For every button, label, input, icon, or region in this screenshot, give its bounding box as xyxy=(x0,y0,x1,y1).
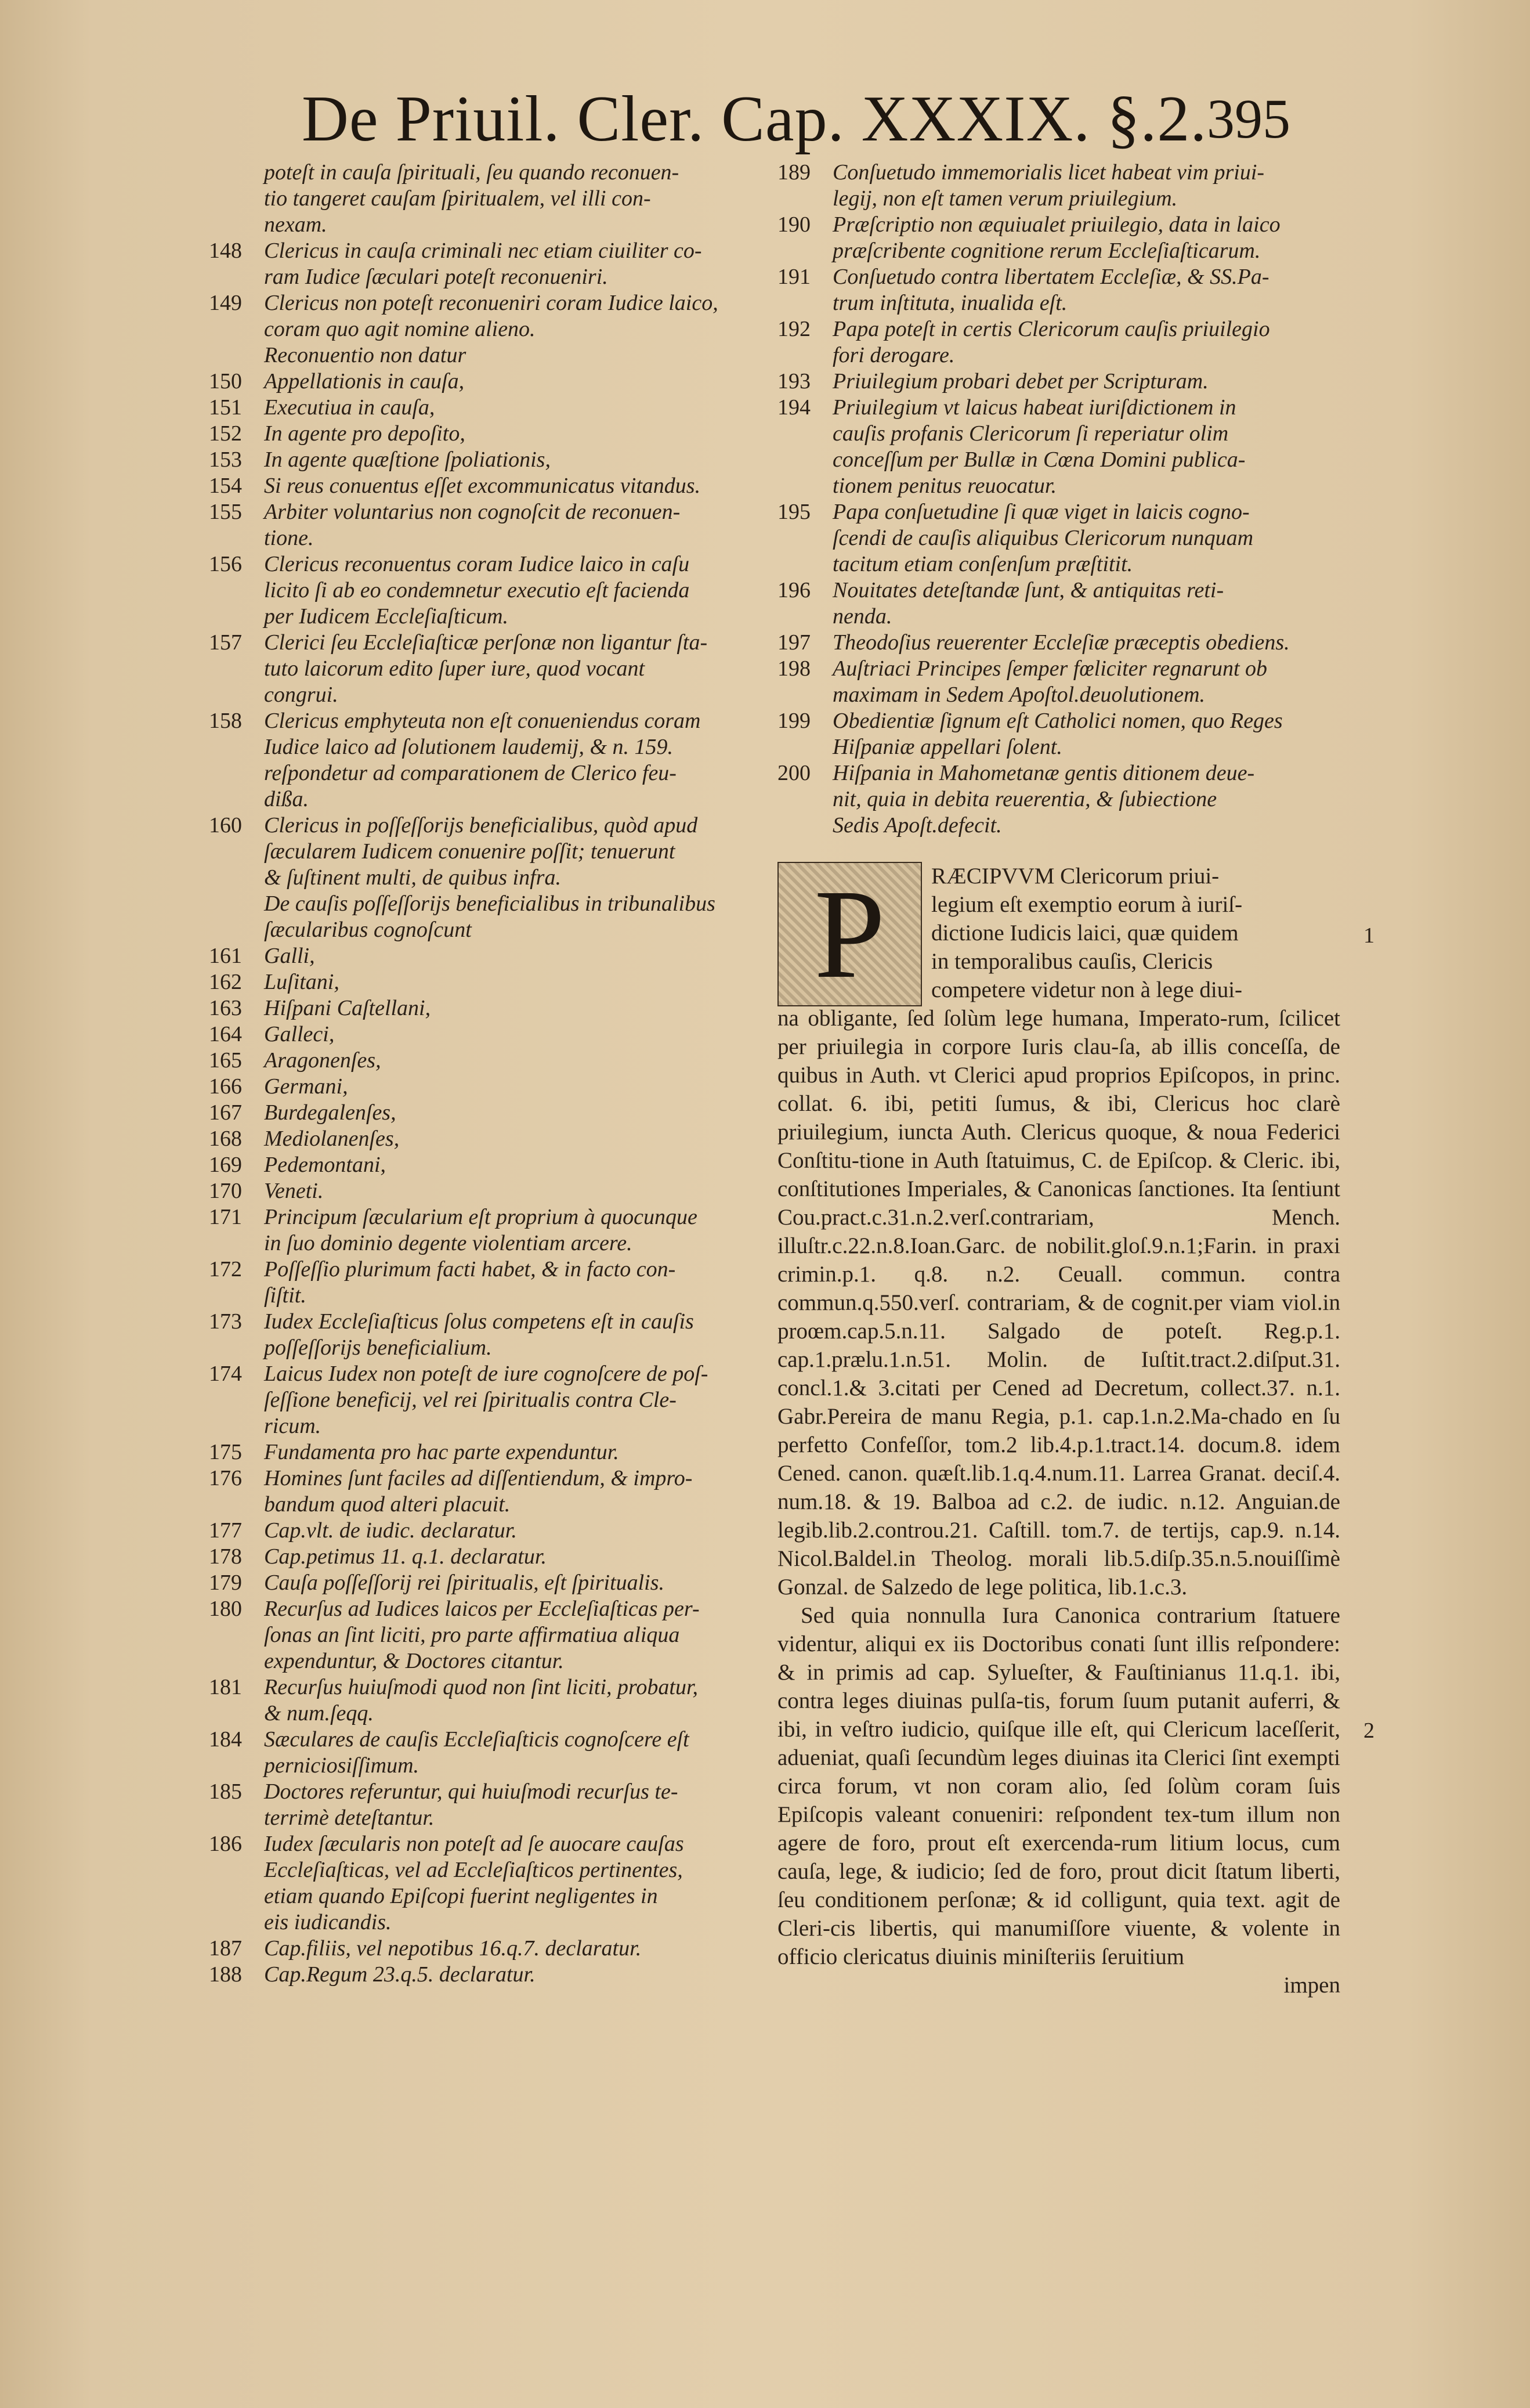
entry-text: Fundamenta pro hac parte expenduntur. xyxy=(264,1440,619,1464)
summary-entry xyxy=(209,630,766,656)
entry-number: 197 xyxy=(777,630,811,655)
summary-entry xyxy=(209,238,766,264)
entry-text: præſcribente cognitione rerum Eccleſiaſticarum. xyxy=(833,239,1261,263)
summary-entry xyxy=(209,682,766,708)
summary-entry xyxy=(777,395,1340,421)
summary-entry xyxy=(209,421,766,447)
entry-text: Poſſeſſio plurimum facti habet, & in facto con- xyxy=(264,1257,676,1281)
summary-entry xyxy=(209,1674,766,1701)
summary-entry xyxy=(209,551,766,577)
entry-text: & num.ſeqq. xyxy=(264,1701,374,1725)
entry-text: Clericus in cauſa criminali nec etiam ciuiliter co- xyxy=(264,239,702,263)
summary-entry xyxy=(777,682,1340,708)
entry-number: 174 xyxy=(209,1362,242,1386)
entry-text: Papa conſuetudine ſi quæ viget in laicis cogno- xyxy=(833,500,1250,524)
entry-number: 162 xyxy=(209,970,242,994)
summary-entry xyxy=(209,577,766,604)
summary-entry xyxy=(209,1257,766,1283)
intro-line: RÆCIPVVM Clericorum priui- xyxy=(931,864,1220,889)
entry-text: tio tangeret cauſam ſpiritualem, vel illi con- xyxy=(264,186,651,211)
entry-text: Obedientiæ ſignum eſt Catholici nomen, quo Reges xyxy=(833,709,1283,733)
entry-text: Cap.petimus 11. q.1. declaratur. xyxy=(264,1544,547,1569)
summary-entry xyxy=(209,1126,766,1152)
entry-text: tione. xyxy=(264,526,314,550)
summary-entry xyxy=(777,316,1340,342)
entry-text: Auſtriaci Principes ſemper fœliciter regnarunt ob xyxy=(833,656,1267,681)
entry-text: tuto laicorum edito ſuper iure, quod vocant xyxy=(264,656,645,681)
summary-entry xyxy=(209,525,766,551)
entry-number: 148 xyxy=(209,239,242,263)
entry-text: Arbiter voluntarius non cognoſcit de reconuen- xyxy=(264,500,681,524)
summary-entry xyxy=(209,1283,766,1309)
entry-text: In agente quæſtione ſpoliationis, xyxy=(264,447,551,472)
summary-entry xyxy=(209,1544,766,1570)
entry-number: 195 xyxy=(777,500,811,524)
summary-entry xyxy=(777,447,1340,473)
summary-entry xyxy=(209,1361,766,1387)
entry-number: 186 xyxy=(209,1832,242,1856)
entry-text: maximam in Sedem Apoſtol.deuolutionem. xyxy=(833,683,1206,707)
summary-entry xyxy=(209,499,766,525)
summary-entry xyxy=(209,839,766,865)
entry-text: tacitum etiam conſenſum præſtitit. xyxy=(833,552,1133,576)
entry-number: 172 xyxy=(209,1257,242,1281)
summary-entry xyxy=(209,186,766,212)
summary-entry xyxy=(777,525,1340,551)
entry-number: 149 xyxy=(209,291,242,315)
summary-entry xyxy=(209,1962,766,1988)
entry-text: Principum ſæcularium eſt proprium à quocunque xyxy=(264,1205,697,1229)
entry-number: 181 xyxy=(209,1675,242,1699)
entry-text: reſpondetur ad comparationem de Clerico feu- xyxy=(264,761,677,785)
summary-entry xyxy=(777,290,1340,316)
entry-number: 167 xyxy=(209,1100,242,1125)
entry-text: ſcendi de cauſis aliquibus Clericorum nunquam xyxy=(833,526,1254,550)
entry-text: ſiſtit. xyxy=(264,1283,306,1308)
summary-entry xyxy=(209,1387,766,1413)
summary-entry xyxy=(209,369,766,395)
entry-text: Iudice laico ad ſolutionem laudemij, & n. 159. xyxy=(264,735,674,759)
entry-number: 178 xyxy=(209,1544,242,1569)
summary-entry xyxy=(777,760,1340,786)
summary-entry xyxy=(209,995,766,1021)
entry-number: 176 xyxy=(209,1466,242,1490)
margin-number-2: 2 xyxy=(1363,1719,1375,1743)
summary-entry xyxy=(209,1883,766,1909)
entry-text: Cap.vlt. de iudic. declaratur. xyxy=(264,1518,517,1543)
summary-entry xyxy=(777,421,1340,447)
entry-number: 161 xyxy=(209,944,242,968)
summary-entry xyxy=(777,212,1340,238)
summary-entry xyxy=(209,1230,766,1257)
entry-text: Clericus reconuentus coram Iudice laico in caſu xyxy=(264,552,690,576)
entry-text: Veneti. xyxy=(264,1179,324,1203)
entry-number: 152 xyxy=(209,421,242,446)
entry-text: Luſitani, xyxy=(264,970,339,994)
entry-text: Præſcriptio non æquiualet priuilegio, data in laico xyxy=(833,212,1281,237)
entry-number: 200 xyxy=(777,761,811,785)
summary-entry xyxy=(209,1857,766,1883)
entry-number: 157 xyxy=(209,630,242,655)
entry-number: 198 xyxy=(777,656,811,681)
summary-entry xyxy=(209,1021,766,1048)
summary-entry xyxy=(209,1701,766,1727)
summary-entry xyxy=(777,604,1340,630)
entry-number: 179 xyxy=(209,1571,242,1595)
summary-entry xyxy=(209,316,766,342)
running-header xyxy=(302,78,1346,160)
summary-entry xyxy=(209,447,766,473)
paragraph-2: Sed quia nonnulla Iura Canonica contrarium ſtatuere videntur, aliqui ex iis Doctoribus conati ſunt illis reſpondere: & in primis ad cap. Sylueſter, & Fauſtinianus 11.q.1. ibi, contra leges diuinas pulſa-tis, forum ſuum putanit auferri, & ibi, in veſtro iudicio, quiſque ille eſt, qui Clericum laceſſerit, adueniat, quaſi ſecundùm leges diuinas ita Clerici ſint exempti circa forum, vt non coram alio, ſed ſolùm coram ſuis Epiſcopis valeant conueniri: reſpondent tex-tum illum non agere de foro, prout eſt exercenda-rum litium locus, cum cauſa, lege, & iudicio; ſed de foro, prout dicit ſtatum liberti, ſeu conditionem perſonæ; & id colligunt, quia text. agit de Cleri-cis libertis, qui manumiſſore viuente, & volente in officio clericatus diuinis miniſteriis ſeruitium xyxy=(777,1603,1340,1969)
entry-number: 180 xyxy=(209,1597,242,1621)
summary-entry xyxy=(209,1048,766,1074)
summary-entry xyxy=(209,1204,766,1230)
summary-entry xyxy=(209,342,766,369)
entry-number: 150 xyxy=(209,369,242,393)
entry-text: ſæcularem Iudicem conuenire poſſit; tenuerunt xyxy=(264,839,675,864)
entry-text: Sedis Apoſt.defecit. xyxy=(833,813,1002,837)
summary-entry xyxy=(209,290,766,316)
entry-text: Doctores referuntur, qui huiuſmodi recurſus te- xyxy=(264,1779,678,1804)
right-column xyxy=(777,160,1340,1999)
summary-entry xyxy=(777,264,1340,290)
summary-entry xyxy=(209,708,766,734)
entry-text: Galli, xyxy=(264,944,315,968)
entry-number: 155 xyxy=(209,500,242,524)
entry-number: 156 xyxy=(209,552,242,576)
summary-entry xyxy=(209,891,766,917)
entry-text: Aragonenſes, xyxy=(264,1048,381,1073)
summary-entry xyxy=(209,1335,766,1361)
entry-text: Executiua in cauſa, xyxy=(264,395,435,420)
summary-entry xyxy=(209,786,766,813)
entry-text: Hiſpani Caſtellani, xyxy=(264,996,431,1020)
summary-entry xyxy=(209,1492,766,1518)
summary-entry xyxy=(209,656,766,682)
entry-text: per Iudicem Eccleſiaſticum. xyxy=(264,604,509,629)
summary-entry xyxy=(209,264,766,290)
entry-number: 188 xyxy=(209,1962,242,1987)
entry-text: Conſuetudo contra libertatem Eccleſiæ, & SS.Pa- xyxy=(833,265,1269,289)
decorated-initial xyxy=(777,862,922,1006)
entry-text: cauſis profanis Clericorum ſi reperiatur olim xyxy=(833,421,1229,446)
entry-text: & ſuſtinent multi, de quibus infra. xyxy=(264,865,561,890)
entry-text: Hiſpaniæ appellari ſolent. xyxy=(833,735,1062,759)
entry-text: ram Iudice ſæculari poteſt reconueniri. xyxy=(264,265,608,289)
entry-text: De cauſis poſſeſſorijs beneficialibus in tribunalibus xyxy=(264,891,715,916)
entry-text: ſonas an ſint liciti, pro parte affirmatiua aliqua xyxy=(264,1623,680,1647)
decorated-initial-letter: P xyxy=(779,863,921,1005)
entry-text: Cauſa poſſeſſorij rei ſpiritualis, eſt ſpiritualis. xyxy=(264,1571,665,1595)
entry-text: Mediolanenſes, xyxy=(264,1127,400,1151)
entry-number: 168 xyxy=(209,1127,242,1151)
entry-text: Clericus non poteſt reconueniri coram Iudice laico, xyxy=(264,291,718,315)
entry-text: Clerici ſeu Eccleſiaſticæ perſonæ non ligantur ſta- xyxy=(264,630,708,655)
entry-number: 173 xyxy=(209,1309,242,1334)
entry-text: Clericus in poſſeſſorijs beneficialibus, quòd apud xyxy=(264,813,698,837)
opening-block xyxy=(777,862,1340,1004)
entry-text: perniciosiſſimum. xyxy=(264,1753,419,1778)
summary-entry xyxy=(209,1596,766,1622)
summary-entry xyxy=(777,786,1340,813)
entry-text: Cap.filiis, vel nepotibus 16.q.7. declaratur. xyxy=(264,1936,642,1961)
entry-number: 170 xyxy=(209,1179,242,1203)
entry-number: 175 xyxy=(209,1440,242,1464)
summary-entry xyxy=(777,577,1340,604)
summary-entry xyxy=(209,1648,766,1674)
entry-text: etiam quando Epiſcopi fuerint negligentes in xyxy=(264,1884,658,1908)
entry-number: 165 xyxy=(209,1048,242,1073)
summary-entry xyxy=(209,917,766,943)
entry-text: Sæculares de cauſis Eccleſiaſticis cognoſcere eſt xyxy=(264,1727,689,1752)
margin-number-1: 1 xyxy=(1363,923,1375,948)
summary-entry xyxy=(209,1909,766,1936)
entry-text: ſeſſione beneficij, vel rei ſpiritualis contra Cle- xyxy=(264,1388,677,1412)
entry-text: Burdegalenſes, xyxy=(264,1100,396,1125)
summary-entry xyxy=(209,1936,766,1962)
entry-text: Germani, xyxy=(264,1074,348,1099)
summary-entry xyxy=(777,473,1340,499)
entry-number: 187 xyxy=(209,1936,242,1961)
entry-number: 154 xyxy=(209,474,242,498)
summary-entry xyxy=(777,369,1340,395)
entry-number: 191 xyxy=(777,265,811,289)
entry-text: Recurſus ad Iudices laicos per Eccleſiaſticas per- xyxy=(264,1597,700,1621)
summary-entry xyxy=(209,1570,766,1596)
entry-text: trum inſtituta, inualida eſt. xyxy=(833,291,1068,315)
summary-entry xyxy=(209,1805,766,1831)
entry-text: fori derogare. xyxy=(833,343,955,367)
summary-entry xyxy=(209,1831,766,1857)
entry-text: Cap.Regum 23.q.5. declaratur. xyxy=(264,1962,536,1987)
page-number: 395 xyxy=(1207,88,1290,150)
entry-text: nenda. xyxy=(833,604,892,629)
entry-text: Pedemontani, xyxy=(264,1153,386,1177)
summary-entry xyxy=(777,630,1340,656)
entry-text: expenduntur, & Doctores citantur. xyxy=(264,1649,564,1673)
entry-text: eis iudicandis. xyxy=(264,1910,392,1934)
summary-entry xyxy=(209,1152,766,1178)
entry-text: Priuilegium probari debet per Scripturam. xyxy=(833,369,1209,393)
entry-text: dißa. xyxy=(264,787,309,811)
entry-text: In agente pro depoſito, xyxy=(264,421,465,446)
summary-entry xyxy=(777,238,1340,264)
right-summary-list xyxy=(777,160,1340,839)
entry-text: Galleci, xyxy=(264,1022,335,1046)
summary-entry xyxy=(777,342,1340,369)
summary-entry xyxy=(209,1074,766,1100)
intro-line: dictione Iudicis laici, quæ quidem xyxy=(931,920,1239,945)
entry-text: tionem penitus reuocatur. xyxy=(833,474,1057,498)
summary-entry xyxy=(209,1622,766,1648)
entry-text: Eccleſiaſticas, vel ad Eccleſiaſticos pertinentes, xyxy=(264,1858,683,1882)
entry-text: Clericus emphyteuta non eſt conueniendus coram xyxy=(264,709,701,733)
entry-number: 199 xyxy=(777,709,811,733)
entry-number: 177 xyxy=(209,1518,242,1543)
summary-entry xyxy=(777,708,1340,734)
intro-lines xyxy=(931,862,1326,1004)
summary-entry xyxy=(209,160,766,186)
entry-text: Reconuentio non datur xyxy=(264,343,466,367)
entry-text: Nouitates deteſtandæ ſunt, & antiquitas reti- xyxy=(833,578,1224,602)
entry-text: Iudex ſæcularis non poteſt ad ſe auocare cauſas xyxy=(264,1832,684,1856)
entry-text: in ſuo dominio degente violentiam arcere. xyxy=(264,1231,632,1255)
entry-number: 196 xyxy=(777,578,811,602)
entry-number: 160 xyxy=(209,813,242,837)
paragraph-1: na obligante, ſed ſolùm lege humana, Imperato-rum, ſcilicet per priuilegia in corpore Iuris clau-ſa, ab illis conceſſa, de quibus in Auth. vt Clerici apud proprios Epiſcopos, in princ. collat. 6. ibi, petiti ſumus, & ibi, Clericus hoc clarè priuilegium, iuncta Auth. Clericus quoque, & noua Federici Conſtitu-tione in Auth ſtatuimus, C. de Epiſcop. & Cleric. ibi, conſtitutiones Imperiales, & Canonicas ſanctiones. Ita ſentiunt Cou.pract.c.31.n.2.verſ.contrariam, Mench. illuſtr.c.22.n.8.Ioan.Garc. de nobilit.gloſ.9.n.1;Farin. in praxi crimin.p.1. q.8. n.2. Ceuall. commun. contra commun.q.550.verſ. contrariam, & de cognit.per viam viol.in proœm.cap.5.n.11. Salgado de poteſt. Reg.p.1. cap.1.prælu.1.n.51. Molin. de Iuſtit.tract.2.diſput.31. concl.1.& 3.citati per Cened ad Decretum, collect.37. n.1. Gabr.Pereira de manu Regia, p.1. cap.1.n.2.Ma-chado en ſu perfetto Confeſſor, tom.2 lib.4.p.1.tract.14. docum.8. idem Cened. canon. quæſt.lib.1.q.4.num.11. Larrea Granat. deciſ.4. num.18. & 19. Balboa ad c.2. de iudic. n.12. Anguian.de legib.lib.2.controu.21. Caſtill. tom.7. de tertijs, cap.9. n.14. Nicol.Baldel.in Theolog. morali lib.5.diſp.35.n.5.nouiſſimè Gonzal. de Salzedo de lege politica, lib.1.c.3. xyxy=(777,1006,1340,1600)
entry-number: 185 xyxy=(209,1779,242,1804)
summary-entry xyxy=(209,1465,766,1492)
entry-text: Priuilegium vt laicus habeat iuriſdictionem in xyxy=(833,395,1236,420)
entry-number: 158 xyxy=(209,709,242,733)
summary-entry xyxy=(209,1518,766,1544)
entry-text: terrimè deteſtantur. xyxy=(264,1806,435,1830)
entry-number: 166 xyxy=(209,1074,242,1099)
entry-text: congrui. xyxy=(264,683,338,707)
entry-number: 193 xyxy=(777,369,811,393)
entry-number: 153 xyxy=(209,447,242,472)
summary-entry xyxy=(777,499,1340,525)
summary-entry xyxy=(209,473,766,499)
header-title: De Priuil. Cler. Cap. XXXIX. §.2. xyxy=(302,83,1207,155)
intro-line: in temporalibus cauſis, Clericis xyxy=(931,949,1213,974)
summary-entry xyxy=(777,551,1340,577)
summary-entry xyxy=(209,943,766,969)
summary-entry xyxy=(209,604,766,630)
entry-text: licito ſi ab eo condemnetur executio eſt facienda xyxy=(264,578,690,602)
entry-text: nexam. xyxy=(264,212,327,237)
summary-entry xyxy=(209,1413,766,1439)
summary-entry xyxy=(209,1100,766,1126)
entry-text: Iudex Eccleſiaſticus ſolus competens eſt in cauſis xyxy=(264,1309,694,1334)
entry-text: Appellationis in cauſa, xyxy=(264,369,465,393)
summary-entry xyxy=(777,186,1340,212)
intro-line: competere videtur non à lege diui- xyxy=(931,977,1243,1002)
entry-text: poſſeſſorijs beneficialium. xyxy=(264,1335,492,1360)
entry-number: 171 xyxy=(209,1205,242,1229)
entry-number: 190 xyxy=(777,212,811,237)
summary-entry xyxy=(777,813,1340,839)
summary-entry xyxy=(209,1178,766,1204)
entry-text: coram quo agit nomine alieno. xyxy=(264,317,536,341)
entry-number: 169 xyxy=(209,1153,242,1177)
summary-entry xyxy=(209,1753,766,1779)
entry-number: 184 xyxy=(209,1727,242,1752)
entry-text: ſæcularibus cognoſcunt xyxy=(264,918,472,942)
summary-entry xyxy=(209,1779,766,1805)
entry-text: nit, quia in debita reuerentia, & ſubiectione xyxy=(833,787,1217,811)
summary-entry xyxy=(209,1439,766,1465)
intro-line: legium eſt exemptio eorum à iuriſ- xyxy=(931,892,1243,917)
entry-text: Theodoſius reuerenter Eccleſiæ præceptis obediens. xyxy=(833,630,1290,655)
entry-text: bandum quod alteri placuit. xyxy=(264,1492,511,1517)
entry-text: Si reus conuentus eſſet excommunicatus vitandus. xyxy=(264,474,701,498)
summary-entry xyxy=(209,865,766,891)
entry-text: Recurſus huiuſmodi quod non ſint liciti, probatur, xyxy=(264,1675,699,1699)
summary-entry xyxy=(209,395,766,421)
summary-entry xyxy=(777,160,1340,186)
entry-text: ricum. xyxy=(264,1414,321,1438)
summary-entry xyxy=(209,212,766,238)
summary-entry xyxy=(777,656,1340,682)
entry-text: legij, non eſt tamen verum priuilegium. xyxy=(833,186,1178,211)
summary-entry xyxy=(209,813,766,839)
entry-text: conceſſum per Bullæ in Cœna Domini publica- xyxy=(833,447,1246,472)
entry-number: 192 xyxy=(777,317,811,341)
entry-number: 151 xyxy=(209,395,242,420)
left-summary-column xyxy=(209,160,766,1988)
entry-text: poteſt in cauſa ſpirituali, ſeu quando reconuen- xyxy=(264,160,679,185)
entry-number: 163 xyxy=(209,996,242,1020)
entry-number: 194 xyxy=(777,395,811,420)
summary-entry xyxy=(209,969,766,995)
entry-text: Hiſpania in Mahometanæ gentis ditionem deue- xyxy=(833,761,1255,785)
summary-entry xyxy=(777,734,1340,760)
summary-entry xyxy=(209,734,766,760)
entry-text: Homines ſunt faciles ad diſſentiendum, & impro- xyxy=(264,1466,693,1490)
entry-text: Conſuetudo immemorialis licet habeat vim priui- xyxy=(833,160,1265,185)
entry-number: 164 xyxy=(209,1022,242,1046)
summary-entry xyxy=(209,1727,766,1753)
summary-entry xyxy=(209,1309,766,1335)
catchword: impen xyxy=(1283,1973,1340,1998)
entry-number: 189 xyxy=(777,160,811,185)
entry-text: Laicus Iudex non poteſt de iure cognoſcere de poſ- xyxy=(264,1362,708,1386)
summary-entry xyxy=(209,760,766,786)
entry-text: Papa poteſt in certis Clericorum cauſis priuilegio xyxy=(833,317,1270,341)
